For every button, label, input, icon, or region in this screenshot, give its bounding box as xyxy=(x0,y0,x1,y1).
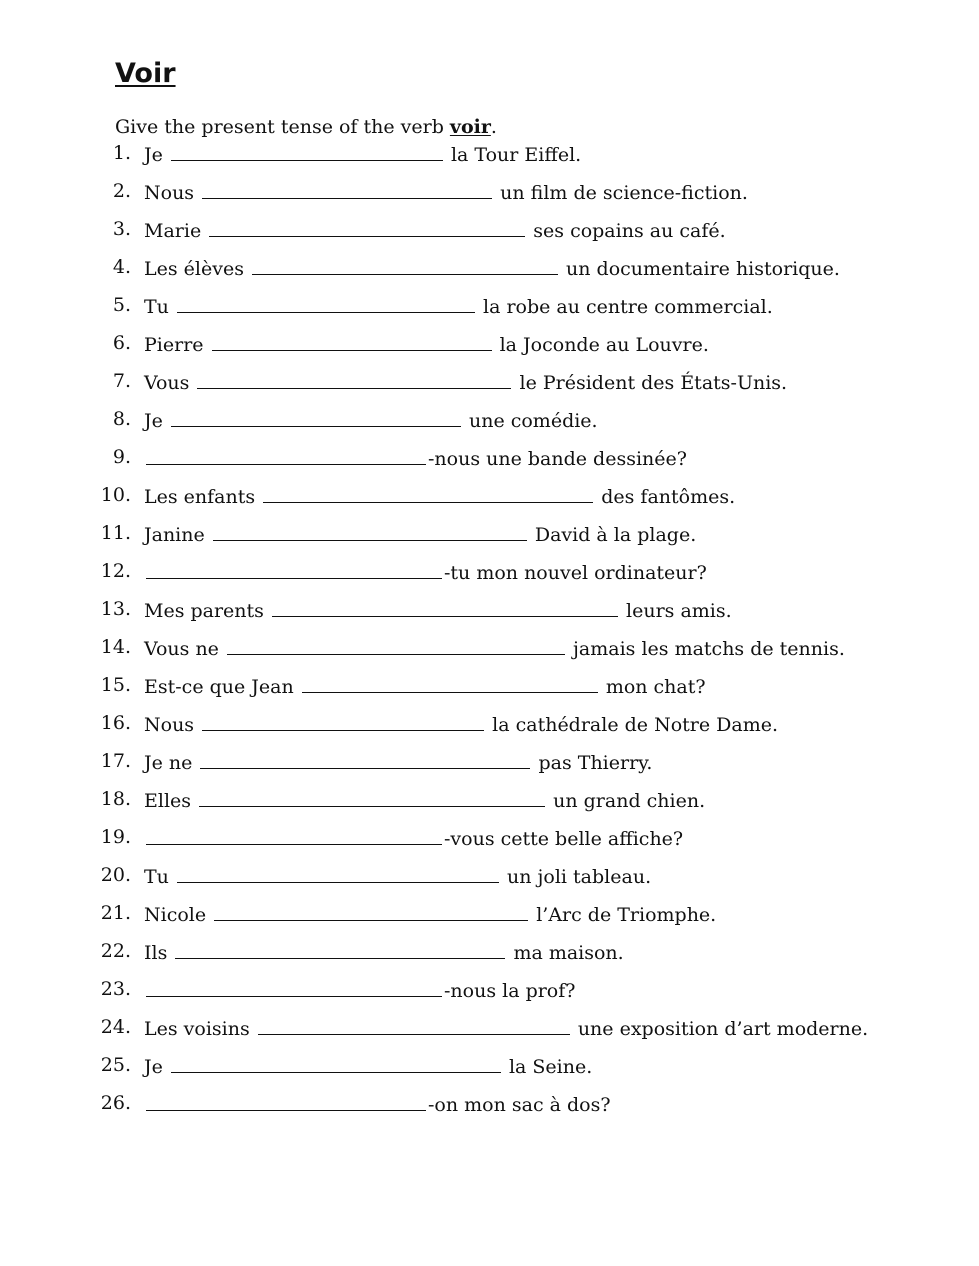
sentence-end: -tu mon nouvel ordinateur? xyxy=(444,562,707,584)
exercise-number: 23. xyxy=(100,978,131,1000)
exercise-item xyxy=(0,218,979,256)
exercise-number: 10. xyxy=(100,484,131,506)
exercise-number: 19. xyxy=(100,826,131,848)
answer-blank[interactable] xyxy=(146,978,442,997)
sentence-start: Est-ce que Jean xyxy=(144,676,294,698)
sentence-start: Vous ne xyxy=(144,638,219,660)
sentence-end: la robe au centre commercial. xyxy=(483,296,773,318)
exercise-sentence xyxy=(144,1092,611,1116)
sentence-end: mon chat? xyxy=(605,676,706,698)
exercise-sentence xyxy=(144,218,726,242)
exercise-item xyxy=(0,1092,979,1130)
exercise-item xyxy=(0,712,979,750)
exercise-item xyxy=(0,826,979,864)
sentence-start: Ils xyxy=(144,942,168,964)
answer-blank[interactable] xyxy=(146,446,426,465)
exercise-number: 14. xyxy=(100,636,131,658)
exercise-item xyxy=(0,408,979,446)
exercise-number: 9. xyxy=(112,446,131,468)
sentence-end: un joli tableau. xyxy=(507,866,652,888)
exercise-number: 18. xyxy=(100,788,131,810)
answer-blank[interactable] xyxy=(200,750,530,769)
exercise-item xyxy=(0,750,979,788)
answer-blank[interactable] xyxy=(146,560,442,579)
sentence-end: un film de science-fiction. xyxy=(500,182,748,204)
sentence-end: -vous cette belle affiche? xyxy=(444,828,684,850)
exercise-sentence xyxy=(144,712,778,736)
exercise-number: 12. xyxy=(100,560,131,582)
sentence-start: Janine xyxy=(144,524,205,546)
exercise-sentence xyxy=(144,484,735,508)
answer-blank[interactable] xyxy=(214,902,528,921)
answer-blank[interactable] xyxy=(213,522,527,541)
answer-blank[interactable] xyxy=(212,332,492,351)
sentence-start: Pierre xyxy=(144,334,204,356)
exercise-sentence xyxy=(144,940,624,964)
answer-blank[interactable] xyxy=(202,712,484,731)
exercise-number: 26. xyxy=(100,1092,131,1114)
sentence-start: Elles xyxy=(144,790,192,812)
exercise-item xyxy=(0,864,979,902)
sentence-end: -on mon sac à dos? xyxy=(428,1094,611,1116)
exercise-item xyxy=(0,1054,979,1092)
instructions-text: Give the present tense of the verb xyxy=(115,116,450,138)
exercise-sentence xyxy=(144,1016,868,1040)
exercise-sentence xyxy=(144,864,651,888)
sentence-start: Les enfants xyxy=(144,486,256,508)
exercise-item xyxy=(0,674,979,712)
exercise-item xyxy=(0,978,979,1016)
exercise-sentence xyxy=(144,674,706,698)
exercise-sentence xyxy=(144,294,773,318)
sentence-start: Je xyxy=(144,410,163,432)
sentence-start: Vous xyxy=(144,372,190,394)
exercise-item xyxy=(0,788,979,826)
sentence-end: leurs amis. xyxy=(626,600,732,622)
sentence-start: Je xyxy=(144,144,163,166)
exercise-sentence xyxy=(144,902,716,926)
exercise-sentence xyxy=(144,750,652,774)
answer-blank[interactable] xyxy=(252,256,558,275)
exercise-number: 3. xyxy=(112,218,131,240)
sentence-end: David à la plage. xyxy=(534,524,697,546)
instructions-verb: voir xyxy=(449,116,491,138)
exercise-item xyxy=(0,598,979,636)
exercise-sentence xyxy=(144,598,732,622)
sentence-start: Nous xyxy=(144,182,195,204)
sentence-end: la Joconde au Louvre. xyxy=(499,334,709,356)
answer-blank[interactable] xyxy=(171,142,443,161)
sentence-end: -nous la prof? xyxy=(444,980,576,1002)
answer-blank[interactable] xyxy=(202,180,492,199)
sentence-start: Nicole xyxy=(144,904,207,926)
exercise-number: 6. xyxy=(112,332,131,354)
exercise-item xyxy=(0,560,979,598)
exercise-item xyxy=(0,522,979,560)
exercise-sentence xyxy=(144,522,696,546)
exercise-number: 24. xyxy=(100,1016,131,1038)
exercise-number: 20. xyxy=(100,864,131,886)
sentence-end: la Seine. xyxy=(508,1056,593,1078)
exercise-number: 5. xyxy=(112,294,131,316)
sentence-start: Mes parents xyxy=(144,600,264,622)
exercise-item xyxy=(0,446,979,484)
sentence-end: ma maison. xyxy=(513,942,624,964)
exercise-item xyxy=(0,902,979,940)
exercise-sentence xyxy=(144,408,598,432)
exercise-item xyxy=(0,256,979,294)
exercise-sentence xyxy=(144,1054,592,1078)
answer-blank[interactable] xyxy=(177,864,499,883)
exercise-sentence xyxy=(144,256,840,280)
sentence-start: Les voisins xyxy=(144,1018,250,1040)
answer-blank[interactable] xyxy=(258,1016,570,1035)
sentence-end: des fantômes. xyxy=(601,486,736,508)
answer-blank[interactable] xyxy=(263,484,593,503)
exercise-number: 4. xyxy=(112,256,131,278)
sentence-end: une exposition d’art moderne. xyxy=(577,1018,869,1040)
answer-blank[interactable] xyxy=(272,598,618,617)
exercise-number: 15. xyxy=(100,674,131,696)
exercise-sentence xyxy=(144,370,787,394)
exercise-sentence xyxy=(144,788,705,812)
sentence-start: Je xyxy=(144,1056,163,1078)
answer-blank[interactable] xyxy=(209,218,525,237)
sentence-end: un grand chien. xyxy=(553,790,706,812)
answer-blank[interactable] xyxy=(227,636,565,655)
answer-blank[interactable] xyxy=(177,294,475,313)
exercise-sentence xyxy=(144,560,707,584)
answer-blank[interactable] xyxy=(171,1054,501,1073)
exercise-number: 25. xyxy=(100,1054,131,1076)
sentence-end: un documentaire historique. xyxy=(566,258,840,280)
sentence-start: Marie xyxy=(144,220,202,242)
exercise-item xyxy=(0,636,979,674)
exercise-item xyxy=(0,142,979,180)
exercise-number: 2. xyxy=(112,180,131,202)
instructions-end: . xyxy=(490,116,497,138)
answer-blank[interactable] xyxy=(146,1092,426,1111)
answer-blank[interactable] xyxy=(199,788,545,807)
exercise-number: 16. xyxy=(100,712,131,734)
exercise-sentence xyxy=(144,446,687,470)
sentence-end: ses copains au café. xyxy=(533,220,726,242)
exercise-number: 13. xyxy=(100,598,131,620)
exercise-sentence xyxy=(144,978,575,1002)
exercise-number: 1. xyxy=(112,142,131,164)
exercise-number: 22. xyxy=(100,940,131,962)
answer-blank[interactable] xyxy=(302,674,598,693)
answer-blank[interactable] xyxy=(146,826,442,845)
sentence-start: Tu xyxy=(144,296,169,318)
exercise-sentence xyxy=(144,332,709,356)
exercise-item xyxy=(0,370,979,408)
exercise-number: 21. xyxy=(100,902,131,924)
sentence-end: pas Thierry. xyxy=(538,752,653,774)
exercise-item xyxy=(0,180,979,218)
exercise-number: 7. xyxy=(112,370,131,392)
sentence-end: -nous une bande dessinée? xyxy=(428,448,687,470)
sentence-end: une comédie. xyxy=(468,410,598,432)
sentence-end: l’Arc de Triomphe. xyxy=(536,904,717,926)
exercise-item xyxy=(0,1016,979,1054)
answer-blank[interactable] xyxy=(175,940,505,959)
worksheet-title: Voir xyxy=(115,58,176,89)
exercise-number: 8. xyxy=(112,408,131,430)
exercise-number: 11. xyxy=(100,522,131,544)
sentence-start: Je ne xyxy=(144,752,193,774)
answer-blank[interactable] xyxy=(197,370,511,389)
exercise-number: 17. xyxy=(100,750,131,772)
exercise-sentence xyxy=(144,636,845,660)
exercise-item xyxy=(0,484,979,522)
exercise-sentence xyxy=(144,180,748,204)
exercise-sentence xyxy=(144,142,581,166)
sentence-end: la Tour Eiffel. xyxy=(450,144,582,166)
instructions xyxy=(115,116,497,138)
sentence-start: Tu xyxy=(144,866,169,888)
sentence-start: Les élèves xyxy=(144,258,244,280)
exercise-item xyxy=(0,294,979,332)
exercise-list xyxy=(0,142,979,1130)
sentence-end: le Président des États-Unis. xyxy=(519,372,788,394)
exercise-item xyxy=(0,940,979,978)
sentence-end: jamais les matchs de tennis. xyxy=(573,638,845,660)
sentence-end: la cathédrale de Notre Dame. xyxy=(492,714,778,736)
answer-blank[interactable] xyxy=(171,408,461,427)
exercise-sentence xyxy=(144,826,683,850)
exercise-item xyxy=(0,332,979,370)
sentence-start: Nous xyxy=(144,714,195,736)
